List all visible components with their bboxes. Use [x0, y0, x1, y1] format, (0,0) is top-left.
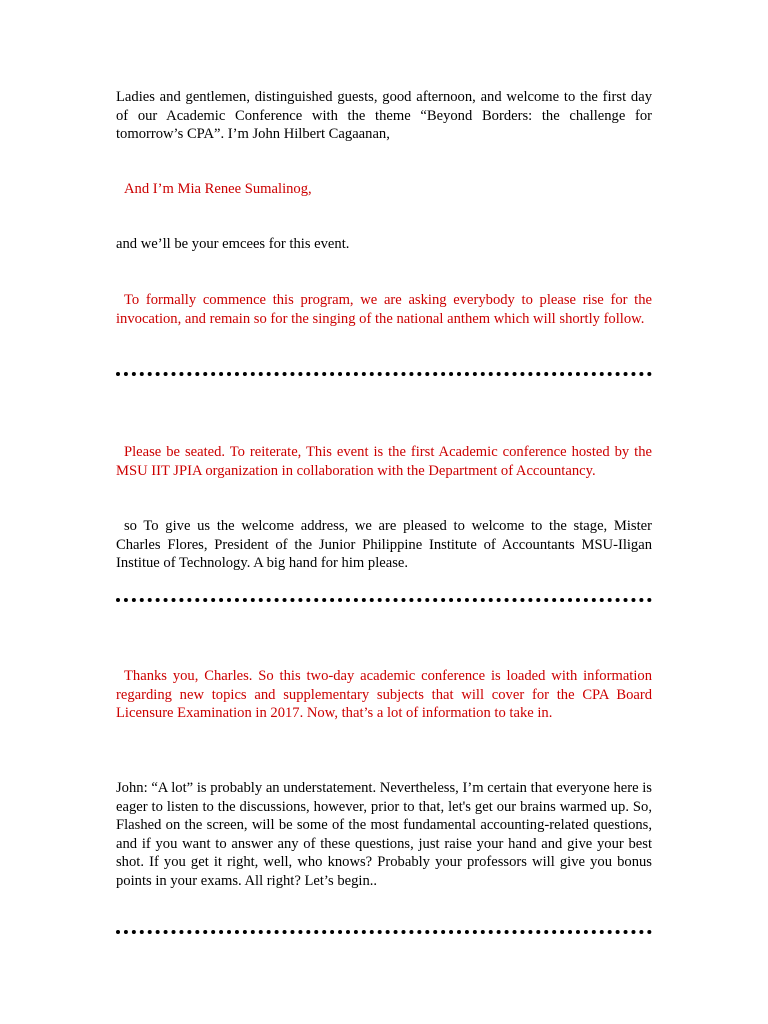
- paragraph-emcees: and we’ll be your emcees for this event.: [116, 236, 350, 252]
- paragraph-reiterate: Please be seated. To reiterate, This event is the first Academic conference hosted by the MSU IIT JPIA organization in collaboration with the Department of Accountancy.: [116, 444, 652, 479]
- paragraph-mia-intro: And I’m Mia Renee Sumalinog,: [124, 181, 312, 197]
- dotted-divider: [116, 930, 652, 934]
- paragraph-john-quiz: John: “A lot” is probably an understatement. Nevertheless, I’m certain that everyone here is eager to listen to the discussions, however, prior to that, let's get our brains warmed up. So, Flashed on the screen, will be some of the most fundamental accounting-related questions, and if you want to answer any of these questions, just raise your hand and give your best shot. If you get it right, well, who knows? Probably your professors will give you bonus points in your exams. All right? Let’s begin..: [116, 780, 652, 889]
- paragraph-welcome: Ladies and gentlemen, distinguished guests, good afternoon, and welcome to the first day of our Academic Conference with the theme “Beyond Borders: the challenge for tomorrow’s CPA”. I’m John Hilbert Cagaanan,: [116, 89, 652, 143]
- dotted-divider: [116, 598, 652, 602]
- paragraph-welcome-address: so To give us the welcome address, we are pleased to welcome to the stage, Mister Charles Flores, President of the Junior Philippine Institute of Accountants MSU-Iligan Institue of Technology. A big hand for him please.: [116, 518, 652, 572]
- paragraph-invocation: To formally commence this program, we are asking everybody to please rise for the invocation, and remain so for the singing of the national anthem which will shortly follow.: [116, 292, 652, 327]
- dotted-divider: [116, 372, 652, 376]
- paragraph-conference-info: Thanks you, Charles. So this two-day academic conference is loaded with information regarding new topics and supplementary subjects that will cover for the CPA Board Licensure Examination in 2017. Now, that’s a lot of information to take in.: [116, 668, 652, 722]
